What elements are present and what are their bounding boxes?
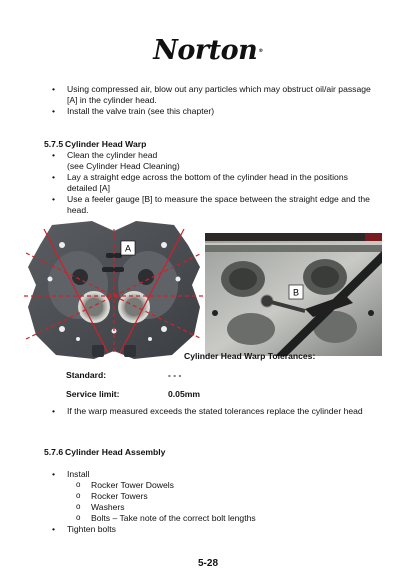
install-sublist [76,480,372,524]
intro-bullet-valve-train: • Install the valve train (see this chapter) [52,106,372,117]
warp-bullet-list [52,150,374,216]
intro-bullet-compressed-air: • Using compressed air, blow out any particles which may obstruct oil/air passage [A] in the cylinder head. [52,84,372,106]
warp-final-bullet-list [52,406,392,417]
assembly-bullet-install: • Install o Rocker Tower Dowels o Rocker Towers o Washers o Bolts – Take note of the correct bolt lengths [52,469,372,524]
section-heading-warp [44,139,146,150]
standard-value: - - - [168,370,182,380]
standard-label: Standard: [66,370,107,380]
norton-logo [0,36,416,66]
logo-text: Norton [153,35,258,66]
intro-bullet-list [52,84,372,117]
logo-trademark: ® [258,48,263,54]
service-limit-label: Service limit: [66,389,120,399]
cylinder-head-underside-photo [22,219,205,364]
install-item-bolts: o Bolts – Take note of the correct bolt lengths [76,513,372,524]
install-item-washers: o Washers [76,502,372,513]
photo-label-a: A [124,243,132,254]
section-title-warp: Cylinder Head Warp [65,139,147,149]
section-number-warp: 5.7.5 [44,139,64,149]
warp-bullet-clean: • Clean the cylinder head (see Cylinder Head Cleaning) [52,150,374,172]
service-limit-value: 0.05mm [168,389,201,399]
install-item-rocker-towers: o Rocker Towers [76,491,372,502]
page-number: 5-28 [197,558,218,569]
warp-bullet-straight-edge: • Lay a straight edge across the bottom of the cylinder head in the positions detailed [A] [52,172,374,194]
photo-label-b: B [292,287,300,298]
assembly-bullet-tighten: • Tighten bolts [52,524,372,535]
assembly-bullet-list [52,469,372,535]
install-item-dowels: o Rocker Tower Dowels [76,480,372,491]
section-title-assembly: Cylinder Head Assembly [65,447,166,457]
warp-bullet-feeler-gauge: • Use a feeler gauge [B] to measure the space between the straight edge and the head. [52,194,374,216]
tolerances-heading: Cylinder Head Warp Tolerances: [184,351,316,361]
section-heading-assembly [44,447,165,458]
feeler-gauge-photo [205,233,382,356]
warp-bullet-replace: • If the warp measured exceeds the stated tolerances replace the cylinder head [52,406,392,417]
section-number-assembly: 5.7.6 [44,447,64,457]
